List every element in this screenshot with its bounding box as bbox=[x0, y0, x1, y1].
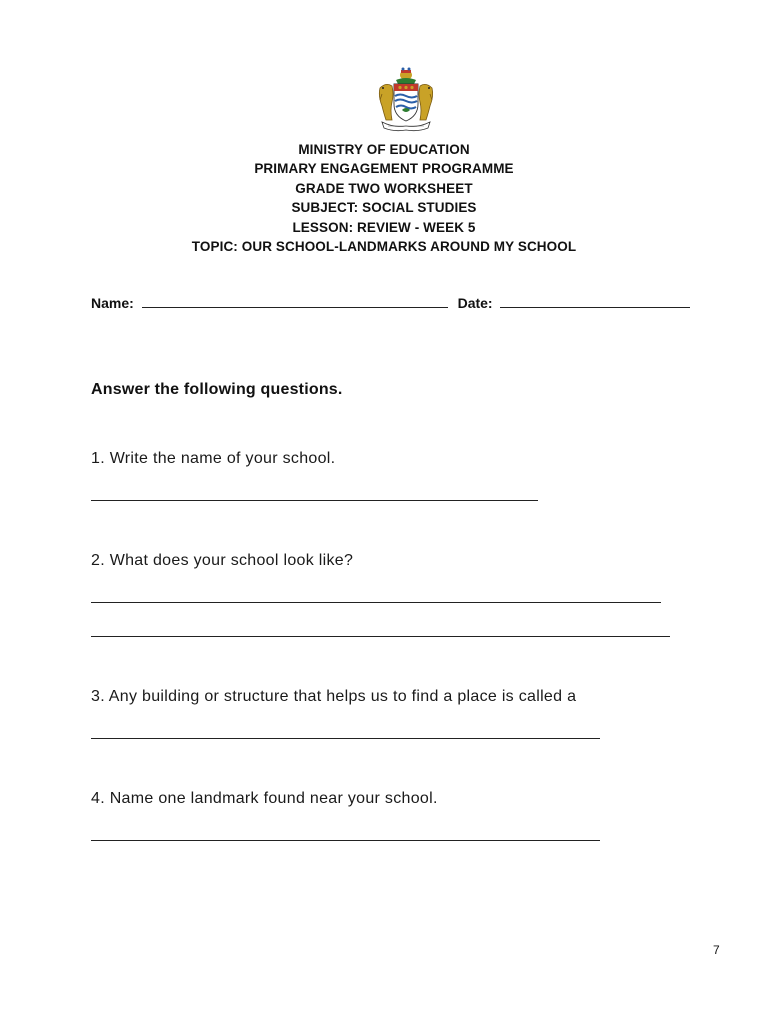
date-field[interactable] bbox=[500, 293, 690, 308]
programme-title: PRIMARY ENGAGEMENT PROGRAMME bbox=[254, 161, 514, 177]
name-label: Name: bbox=[91, 295, 134, 311]
subject-line: SUBJECT: SOCIAL STUDIES bbox=[291, 200, 477, 216]
question-4: 4. Name one landmark found near your school. bbox=[91, 790, 438, 807]
topic-line: TOPIC: OUR SCHOOL-LANDMARKS AROUND MY SCHOOL bbox=[191, 239, 577, 255]
question-3: 3. Any building or structure that helps us to find a place is called a bbox=[91, 688, 577, 705]
answer-line-1[interactable] bbox=[91, 500, 538, 501]
lesson-line: LESSON: REVIEW - WEEK 5 bbox=[292, 219, 476, 235]
answer-line-2b[interactable] bbox=[91, 636, 670, 637]
answer-line-4[interactable] bbox=[91, 840, 600, 841]
date-label: Date: bbox=[457, 295, 493, 311]
ministry-title: MINISTRY OF EDUCATION bbox=[298, 142, 470, 157]
name-field[interactable] bbox=[142, 293, 448, 308]
worksheet-header bbox=[0, 140, 768, 256]
name-date-row bbox=[91, 293, 690, 311]
answer-line-3[interactable] bbox=[91, 738, 600, 739]
instruction-text: Answer the following questions. bbox=[91, 381, 343, 398]
page-number: 7 bbox=[713, 943, 720, 957]
answer-line-2a[interactable] bbox=[91, 602, 661, 603]
grade-title: GRADE TWO WORKSHEET bbox=[295, 180, 473, 196]
question-1: 1. Write the name of your school. bbox=[91, 450, 336, 467]
question-2: 2. What does your school look like? bbox=[91, 552, 354, 569]
coat-of-arms-icon bbox=[374, 66, 438, 134]
